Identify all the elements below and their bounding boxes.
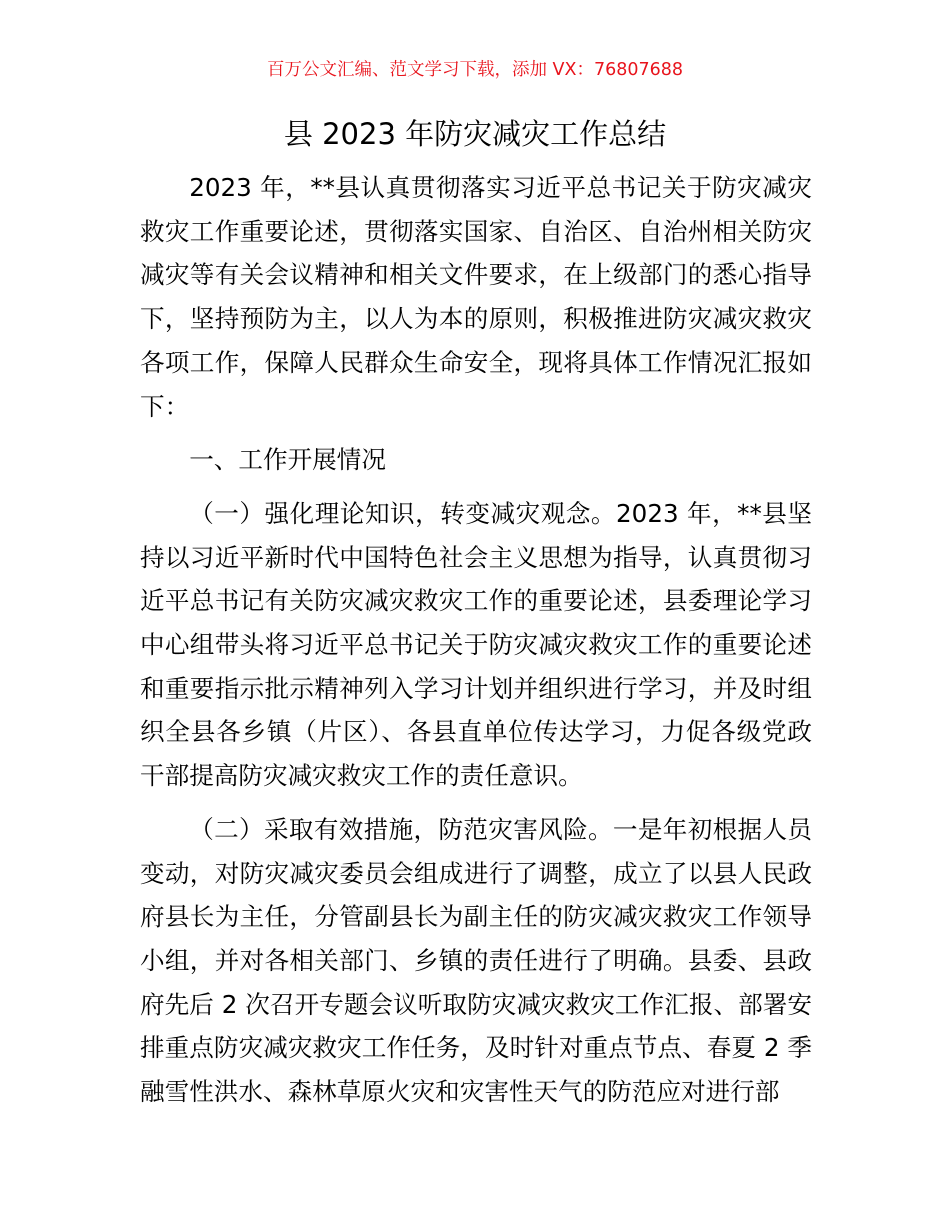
paragraph-measures: （二）采取有效措施，防范灾害风险。一是年初根据人员变动，对防灾减灾委员会组成进行了调整，成立了以县人民政府县长为主任，分管副县长为副主任的防灾减灾救灾工作领导小组，并对各相关部门、乡镇的责任进行了明确。县委、县政府先后 2 次召开专题会议听取防灾减灾救灾工作汇报、部署安排重点防灾减灾救灾工作任务，及时针对重点节点、春夏 2 季融雪性洪水、森林草原火灾和灾害性天气的防范应对进行部 — [140, 814, 812, 1107]
document-body — [140, 166, 812, 1114]
section-heading: 一、工作开展情况 — [189, 445, 386, 475]
watermark-banner: 百万公文汇编、范文学习下载，添加 VX：76807688 — [266, 60, 684, 80]
document-title: 县 2023 年防灾减灾工作总结 — [283, 117, 667, 151]
paragraph-theory: （一）强化理论知识，转变减灾观念。2023 年，**县坚持以习近平新时代中国特色社会主义思想为指导，认真贯彻习近平总书记有关防灾减灾救灾工作的重要论述，县委理论学习中心组带头将习近平总书记关于防灾减灾救灾工作的重要论述和重要指示批示精神列入学习计划并组织进行学习，并及时组织全县各乡镇（片区）、各县直单位传达学习，力促各级党政干部提高防灾减灾救灾工作的责任意识。 — [140, 498, 812, 791]
intro-paragraph: 2023 年，**县认真贯彻落实习近平总书记关于防灾减灾救灾工作重要论述，贯彻落实国家、自治区、自治州相关防灾减灾等有关会议精神和相关文件要求，在上级部门的悉心指导下，坚持预防为主，以人为本的原则，积极推进防灾减灾救灾各项工作，保障人民群众生命安全，现将具体工作情况汇报如下： — [140, 173, 812, 421]
